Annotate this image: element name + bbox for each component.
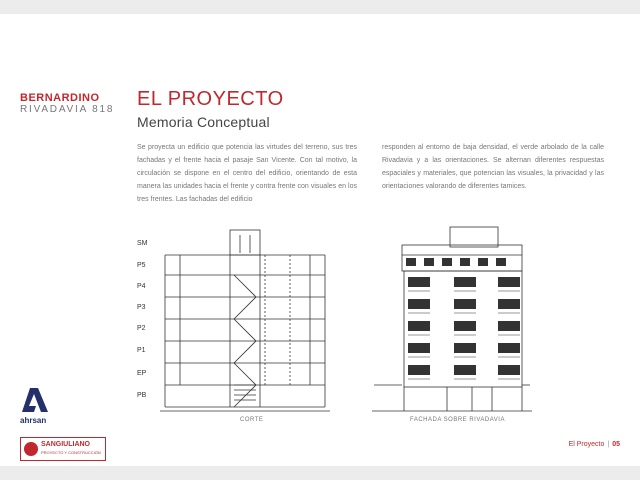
level-label-p2: P2 xyxy=(137,325,146,332)
top-bar xyxy=(0,0,640,14)
ahrsan-logo xyxy=(20,386,50,425)
section-drawing xyxy=(160,225,350,415)
level-label-p4: P4 xyxy=(137,283,146,290)
ahrsan-mark-icon xyxy=(20,386,50,414)
level-label-p1: P1 xyxy=(137,347,146,354)
brand-line1: BERNARDINO xyxy=(20,92,100,104)
level-label-pb: PB xyxy=(137,392,147,399)
sangiuliano-mark-icon xyxy=(24,442,38,456)
level-label-p5: P5 xyxy=(137,262,146,269)
ahrsan-name: ahrsan xyxy=(20,416,47,425)
level-label-ep: EP xyxy=(137,370,147,377)
page-footer xyxy=(569,441,620,448)
section-caption: CORTE xyxy=(240,417,264,423)
page-number: 05 xyxy=(612,441,620,448)
footer-section: El Proyecto xyxy=(568,441,605,448)
paragraph-left: Se proyecta un edificio que potencia las virtudes del terreno, sus tres fachadas y el frente hacia el pasaje San Vicente. Con tal motivo, la circulación se dispone en el centro del edificio, orientando de esta manera las unidades hacia el frente y contra frente con visuales en los tres frentes. Las fachadas del edificio xyxy=(137,144,357,203)
sangiuliano-sub: PROYECTO Y CONSTRUCCIÓN xyxy=(41,450,101,455)
bottom-bar xyxy=(0,466,640,480)
page-subtitle: Memoria Conceptual xyxy=(137,114,270,130)
paragraph-right: responden al entorno de baja densidad, el verde arbolado de la calle Rivadavia y a las orientaciones. Se alternan diferentes respuestas espaciales y materiales, que potencian las visuales, la privacidad y las orientaciones valorando de diferentes tamices. xyxy=(382,144,604,190)
facade-drawing xyxy=(372,225,532,415)
level-label-p3: P3 xyxy=(137,304,146,311)
sangiuliano-logo xyxy=(20,437,106,461)
page-title: EL PROYECTO xyxy=(137,88,284,110)
sangiuliano-name: SANGIULIANO xyxy=(41,441,90,448)
brand-line2: RIVADAVIA 818 xyxy=(20,104,115,115)
facade-caption: FACHADA SOBRE RIVADAVIA xyxy=(410,417,505,423)
brand-logo xyxy=(20,93,114,115)
footer-separator: | xyxy=(607,441,610,448)
level-label-sm: SM xyxy=(137,240,148,247)
